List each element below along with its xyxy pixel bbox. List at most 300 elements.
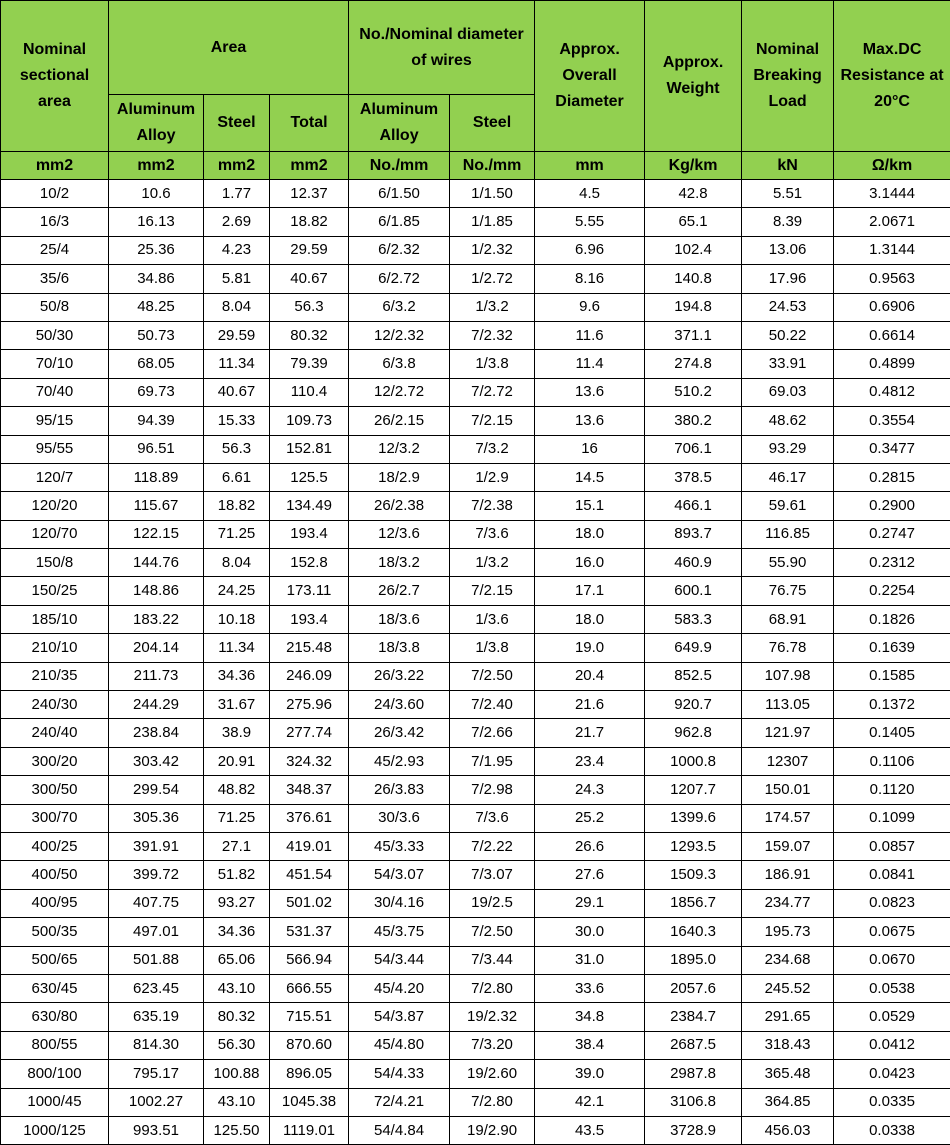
table-cell: 210/10 [1, 634, 109, 662]
table-cell: 7/2.50 [450, 662, 535, 690]
table-body [1, 180, 950, 1145]
table-cell: 50.22 [742, 321, 834, 349]
table-cell: 16/3 [1, 208, 109, 236]
table-cell: 19.0 [535, 634, 645, 662]
table-cell: 7/3.20 [450, 1031, 535, 1059]
table-cell: 0.2900 [834, 492, 950, 520]
table-cell: 26/2.7 [349, 577, 450, 605]
table-cell: 45/4.20 [349, 974, 450, 1002]
table-cell: 300/50 [1, 776, 109, 804]
table-cell: 15.33 [204, 407, 270, 435]
header-wires-steel: Steel [450, 95, 535, 152]
table-cell: 173.11 [270, 577, 349, 605]
table-cell: 31.67 [204, 691, 270, 719]
table-cell: 18/3.6 [349, 605, 450, 633]
table-row [1, 1003, 950, 1031]
table-row [1, 321, 950, 349]
table-cell: 501.88 [109, 946, 204, 974]
table-cell: 210/35 [1, 662, 109, 690]
table-cell: 140.8 [645, 265, 742, 293]
table-row [1, 776, 950, 804]
table-cell: 1509.3 [645, 861, 742, 889]
table-cell: 46.17 [742, 463, 834, 491]
table-row [1, 605, 950, 633]
table-cell: 2.69 [204, 208, 270, 236]
table-cell: 7/3.07 [450, 861, 535, 889]
table-cell: 5.51 [742, 180, 834, 208]
table-cell: 95/55 [1, 435, 109, 463]
table-cell: 6/1.50 [349, 180, 450, 208]
table-cell: 29.1 [535, 889, 645, 917]
table-cell: 150/25 [1, 577, 109, 605]
table-cell: 100.88 [204, 1060, 270, 1088]
table-cell: 666.55 [270, 974, 349, 1002]
table-cell: 7/3.6 [450, 520, 535, 548]
table-cell: 649.9 [645, 634, 742, 662]
table-cell: 0.1099 [834, 804, 950, 832]
table-row [1, 1060, 950, 1088]
table-cell: 71.25 [204, 520, 270, 548]
table-row [1, 747, 950, 775]
table-cell: 30.0 [535, 918, 645, 946]
table-cell: 45/3.33 [349, 832, 450, 860]
table-cell: 814.30 [109, 1031, 204, 1059]
table-cell: 0.6906 [834, 293, 950, 321]
table-cell: 144.76 [109, 549, 204, 577]
table-cell: 13.06 [742, 236, 834, 264]
table-cell: 1399.6 [645, 804, 742, 832]
table-cell: 2687.5 [645, 1031, 742, 1059]
table-cell: 17.96 [742, 265, 834, 293]
table-cell: 19/2.90 [450, 1116, 535, 1144]
table-cell: 0.1106 [834, 747, 950, 775]
table-cell: 152.81 [270, 435, 349, 463]
table-cell: 195.73 [742, 918, 834, 946]
header-area-group: Area [109, 1, 349, 95]
table-cell: 324.32 [270, 747, 349, 775]
unit-cell: mm2 [109, 152, 204, 180]
table-cell: 26/2.38 [349, 492, 450, 520]
table-cell: 26/3.22 [349, 662, 450, 690]
table-cell: 42.1 [535, 1088, 645, 1116]
table-cell: 113.05 [742, 691, 834, 719]
table-cell: 348.37 [270, 776, 349, 804]
table-cell: 2987.8 [645, 1060, 742, 1088]
table-cell: 1000/125 [1, 1116, 109, 1144]
table-cell: 5.81 [204, 265, 270, 293]
table-cell: 234.77 [742, 889, 834, 917]
table-cell: 183.22 [109, 605, 204, 633]
table-cell: 583.3 [645, 605, 742, 633]
table-cell: 7/2.15 [450, 577, 535, 605]
table-cell: 54/4.84 [349, 1116, 450, 1144]
table-cell: 33.91 [742, 350, 834, 378]
table-cell: 10.18 [204, 605, 270, 633]
table-cell: 35/6 [1, 265, 109, 293]
table-cell: 38.4 [535, 1031, 645, 1059]
table-cell: 0.2312 [834, 549, 950, 577]
table-cell: 6.61 [204, 463, 270, 491]
table-cell: 25.2 [535, 804, 645, 832]
table-cell: 18.82 [204, 492, 270, 520]
table-cell: 24.53 [742, 293, 834, 321]
table-cell: 6/3.2 [349, 293, 450, 321]
table-cell: 150/8 [1, 549, 109, 577]
table-cell: 800/55 [1, 1031, 109, 1059]
table-cell: 7/3.2 [450, 435, 535, 463]
unit-cell: Ω/km [834, 152, 950, 180]
table-cell: 0.4812 [834, 378, 950, 406]
units-row [1, 152, 950, 180]
header-area-total: Total [270, 95, 349, 152]
table-row [1, 236, 950, 264]
table-cell: 399.72 [109, 861, 204, 889]
table-cell: 211.73 [109, 662, 204, 690]
table-row [1, 918, 950, 946]
table-cell: 0.6614 [834, 321, 950, 349]
table-cell: 27.1 [204, 832, 270, 860]
table-cell: 0.9563 [834, 265, 950, 293]
table-cell: 24/3.60 [349, 691, 450, 719]
table-cell: 1895.0 [645, 946, 742, 974]
table-row [1, 719, 950, 747]
table-cell: 10.6 [109, 180, 204, 208]
table-cell: 0.1826 [834, 605, 950, 633]
table-cell: 0.0670 [834, 946, 950, 974]
table-cell: 9.6 [535, 293, 645, 321]
table-cell: 1/3.6 [450, 605, 535, 633]
header-wires-group: No./Nominal diameter of wires [349, 1, 535, 95]
table-cell: 510.2 [645, 378, 742, 406]
table-cell: 795.17 [109, 1060, 204, 1088]
table-cell: 18.0 [535, 605, 645, 633]
table-cell: 24.3 [535, 776, 645, 804]
table-row [1, 832, 950, 860]
table-cell: 1856.7 [645, 889, 742, 917]
table-cell: 364.85 [742, 1088, 834, 1116]
table-cell: 8.04 [204, 293, 270, 321]
unit-cell: kN [742, 152, 834, 180]
table-cell: 16.13 [109, 208, 204, 236]
table-cell: 110.4 [270, 378, 349, 406]
table-row [1, 974, 950, 1002]
table-cell: 12/3.2 [349, 435, 450, 463]
table-row [1, 492, 950, 520]
table-cell: 920.7 [645, 691, 742, 719]
table-cell: 30/3.6 [349, 804, 450, 832]
table-cell: 79.39 [270, 350, 349, 378]
table-cell: 7/3.6 [450, 804, 535, 832]
table-cell: 277.74 [270, 719, 349, 747]
table-cell: 300/70 [1, 804, 109, 832]
table-cell: 240/30 [1, 691, 109, 719]
table-cell: 246.09 [270, 662, 349, 690]
header-nominal-area: Nominal sectional area [1, 1, 109, 152]
table-cell: 0.0823 [834, 889, 950, 917]
table-cell: 391.91 [109, 832, 204, 860]
table-cell: 893.7 [645, 520, 742, 548]
table-cell: 43.10 [204, 974, 270, 1002]
table-cell: 630/45 [1, 974, 109, 1002]
table-cell: 8.16 [535, 265, 645, 293]
table-cell: 34.36 [204, 662, 270, 690]
table-cell: 7/2.80 [450, 974, 535, 1002]
table-cell: 12/2.32 [349, 321, 450, 349]
table-cell: 291.65 [742, 1003, 834, 1031]
table-cell: 1.77 [204, 180, 270, 208]
unit-cell: No./mm [349, 152, 450, 180]
table-cell: 18/2.9 [349, 463, 450, 491]
table-cell: 26/2.15 [349, 407, 450, 435]
table-cell: 706.1 [645, 435, 742, 463]
table-cell: 1/2.32 [450, 236, 535, 264]
table-cell: 68.05 [109, 350, 204, 378]
table-row [1, 520, 950, 548]
table-cell: 6/3.8 [349, 350, 450, 378]
table-cell: 4.23 [204, 236, 270, 264]
table-cell: 380.2 [645, 407, 742, 435]
table-cell: 6/2.72 [349, 265, 450, 293]
table-cell: 193.4 [270, 520, 349, 548]
table-cell: 0.0338 [834, 1116, 950, 1144]
table-cell: 0.0675 [834, 918, 950, 946]
table-cell: 16.0 [535, 549, 645, 577]
header-dc-resistance: Max.DC Resistance at 20°C [834, 1, 950, 152]
table-cell: 1/3.8 [450, 350, 535, 378]
table-cell: 96.51 [109, 435, 204, 463]
table-cell: 102.4 [645, 236, 742, 264]
table-cell: 7/3.44 [450, 946, 535, 974]
table-cell: 12/2.72 [349, 378, 450, 406]
table-cell: 21.7 [535, 719, 645, 747]
table-cell: 0.0538 [834, 974, 950, 1002]
table-cell: 0.1372 [834, 691, 950, 719]
table-cell: 54/3.87 [349, 1003, 450, 1031]
table-row [1, 378, 950, 406]
table-cell: 460.9 [645, 549, 742, 577]
table-cell: 1045.38 [270, 1088, 349, 1116]
table-cell: 5.55 [535, 208, 645, 236]
table-cell: 7/1.95 [450, 747, 535, 775]
table-cell: 16 [535, 435, 645, 463]
table-cell: 43.10 [204, 1088, 270, 1116]
table-row [1, 691, 950, 719]
table-cell: 0.2254 [834, 577, 950, 605]
table-cell: 400/25 [1, 832, 109, 860]
table-cell: 120/7 [1, 463, 109, 491]
table-cell: 134.49 [270, 492, 349, 520]
table-cell: 12307 [742, 747, 834, 775]
table-cell: 14.5 [535, 463, 645, 491]
table-cell: 11.6 [535, 321, 645, 349]
table-cell: 150.01 [742, 776, 834, 804]
table-cell: 7/2.80 [450, 1088, 535, 1116]
table-cell: 17.1 [535, 577, 645, 605]
table-cell: 1/3.2 [450, 293, 535, 321]
table-cell: 48.25 [109, 293, 204, 321]
table-cell: 34.86 [109, 265, 204, 293]
table-cell: 95/15 [1, 407, 109, 435]
table-cell: 1/3.2 [450, 549, 535, 577]
table-row [1, 293, 950, 321]
table-cell: 93.27 [204, 889, 270, 917]
table-cell: 500/35 [1, 918, 109, 946]
table-cell: 303.42 [109, 747, 204, 775]
table-cell: 6/2.32 [349, 236, 450, 264]
table-cell: 852.5 [645, 662, 742, 690]
table-cell: 118.89 [109, 463, 204, 491]
table-cell: 0.0529 [834, 1003, 950, 1031]
table-cell: 107.98 [742, 662, 834, 690]
table-cell: 69.73 [109, 378, 204, 406]
table-cell: 500/65 [1, 946, 109, 974]
header-overall-diameter: Approx. Overall Diameter [535, 1, 645, 152]
table-cell: 3106.8 [645, 1088, 742, 1116]
table-cell: 38.9 [204, 719, 270, 747]
table-cell: 0.1639 [834, 634, 950, 662]
table-row [1, 180, 950, 208]
table-cell: 371.1 [645, 321, 742, 349]
table-cell: 3.1444 [834, 180, 950, 208]
table-cell: 42.8 [645, 180, 742, 208]
table-cell: 19/2.5 [450, 889, 535, 917]
table-cell: 870.60 [270, 1031, 349, 1059]
table-cell: 65.06 [204, 946, 270, 974]
table-cell: 25.36 [109, 236, 204, 264]
table-cell: 50.73 [109, 321, 204, 349]
table-cell: 56.30 [204, 1031, 270, 1059]
table-cell: 23.4 [535, 747, 645, 775]
table-cell: 76.78 [742, 634, 834, 662]
table-cell: 148.86 [109, 577, 204, 605]
table-cell: 0.1405 [834, 719, 950, 747]
table-cell: 94.39 [109, 407, 204, 435]
table-cell: 120/70 [1, 520, 109, 548]
table-cell: 50/8 [1, 293, 109, 321]
table-cell: 400/50 [1, 861, 109, 889]
table-cell: 56.3 [270, 293, 349, 321]
table-cell: 45/3.75 [349, 918, 450, 946]
header-area-aluminum: Aluminum Alloy [109, 95, 204, 152]
table-row [1, 634, 950, 662]
table-cell: 456.03 [742, 1116, 834, 1144]
table-cell: 7/2.72 [450, 378, 535, 406]
table-cell: 0.0857 [834, 832, 950, 860]
table-cell: 497.01 [109, 918, 204, 946]
table-cell: 11.34 [204, 634, 270, 662]
table-cell: 54/3.44 [349, 946, 450, 974]
table-cell: 1/1.50 [450, 180, 535, 208]
table-cell: 715.51 [270, 1003, 349, 1031]
table-cell: 33.6 [535, 974, 645, 1002]
header-area-steel: Steel [204, 95, 270, 152]
table-cell: 116.85 [742, 520, 834, 548]
table-cell: 7/2.22 [450, 832, 535, 860]
table-cell: 6/1.85 [349, 208, 450, 236]
table-cell: 59.61 [742, 492, 834, 520]
table-cell: 43.5 [535, 1116, 645, 1144]
unit-cell: mm [535, 152, 645, 180]
table-cell: 39.0 [535, 1060, 645, 1088]
table-cell: 238.84 [109, 719, 204, 747]
table-cell: 4.5 [535, 180, 645, 208]
table-row [1, 1031, 950, 1059]
table-cell: 407.75 [109, 889, 204, 917]
table-cell: 6.96 [535, 236, 645, 264]
table-cell: 0.1120 [834, 776, 950, 804]
table-cell: 2.0671 [834, 208, 950, 236]
table-cell: 11.34 [204, 350, 270, 378]
table-cell: 1/3.8 [450, 634, 535, 662]
table-cell: 7/2.66 [450, 719, 535, 747]
table-cell: 80.32 [204, 1003, 270, 1031]
header-weight: Approx. Weight [645, 1, 742, 152]
table-cell: 376.61 [270, 804, 349, 832]
table-cell: 109.73 [270, 407, 349, 435]
table-cell: 635.19 [109, 1003, 204, 1031]
table-cell: 68.91 [742, 605, 834, 633]
table-cell: 29.59 [270, 236, 349, 264]
table-cell: 56.3 [204, 435, 270, 463]
table-cell: 31.0 [535, 946, 645, 974]
table-cell: 400/95 [1, 889, 109, 917]
table-cell: 0.4899 [834, 350, 950, 378]
table-cell: 623.45 [109, 974, 204, 1002]
table-row [1, 435, 950, 463]
table-cell: 299.54 [109, 776, 204, 804]
table-cell: 120/20 [1, 492, 109, 520]
table-cell: 19/2.32 [450, 1003, 535, 1031]
table-cell: 215.48 [270, 634, 349, 662]
table-cell: 378.5 [645, 463, 742, 491]
table-cell: 234.68 [742, 946, 834, 974]
table-cell: 300/20 [1, 747, 109, 775]
header-wires-aluminum: Aluminum Alloy [349, 95, 450, 152]
table-row [1, 889, 950, 917]
table-cell: 152.8 [270, 549, 349, 577]
table-cell: 13.6 [535, 378, 645, 406]
table-cell: 51.82 [204, 861, 270, 889]
table-cell: 0.2815 [834, 463, 950, 491]
table-cell: 600.1 [645, 577, 742, 605]
table-cell: 26/3.42 [349, 719, 450, 747]
table-cell: 630/80 [1, 1003, 109, 1031]
table-cell: 70/40 [1, 378, 109, 406]
table-cell: 962.8 [645, 719, 742, 747]
table-cell: 7/2.38 [450, 492, 535, 520]
table-cell: 531.37 [270, 918, 349, 946]
table-cell: 18/3.8 [349, 634, 450, 662]
table-cell: 40.67 [270, 265, 349, 293]
table-cell: 1207.7 [645, 776, 742, 804]
table-cell: 18.0 [535, 520, 645, 548]
table-cell: 70/10 [1, 350, 109, 378]
table-cell: 7/2.50 [450, 918, 535, 946]
table-cell: 10/2 [1, 180, 109, 208]
table-cell: 305.36 [109, 804, 204, 832]
table-cell: 93.29 [742, 435, 834, 463]
table-cell: 27.6 [535, 861, 645, 889]
table-row [1, 577, 950, 605]
table-cell: 54/3.07 [349, 861, 450, 889]
table-cell: 40.67 [204, 378, 270, 406]
table-cell: 20.91 [204, 747, 270, 775]
table-cell: 15.1 [535, 492, 645, 520]
table-row [1, 208, 950, 236]
table-row [1, 1116, 950, 1144]
table-cell: 1/1.85 [450, 208, 535, 236]
table-cell: 186.91 [742, 861, 834, 889]
